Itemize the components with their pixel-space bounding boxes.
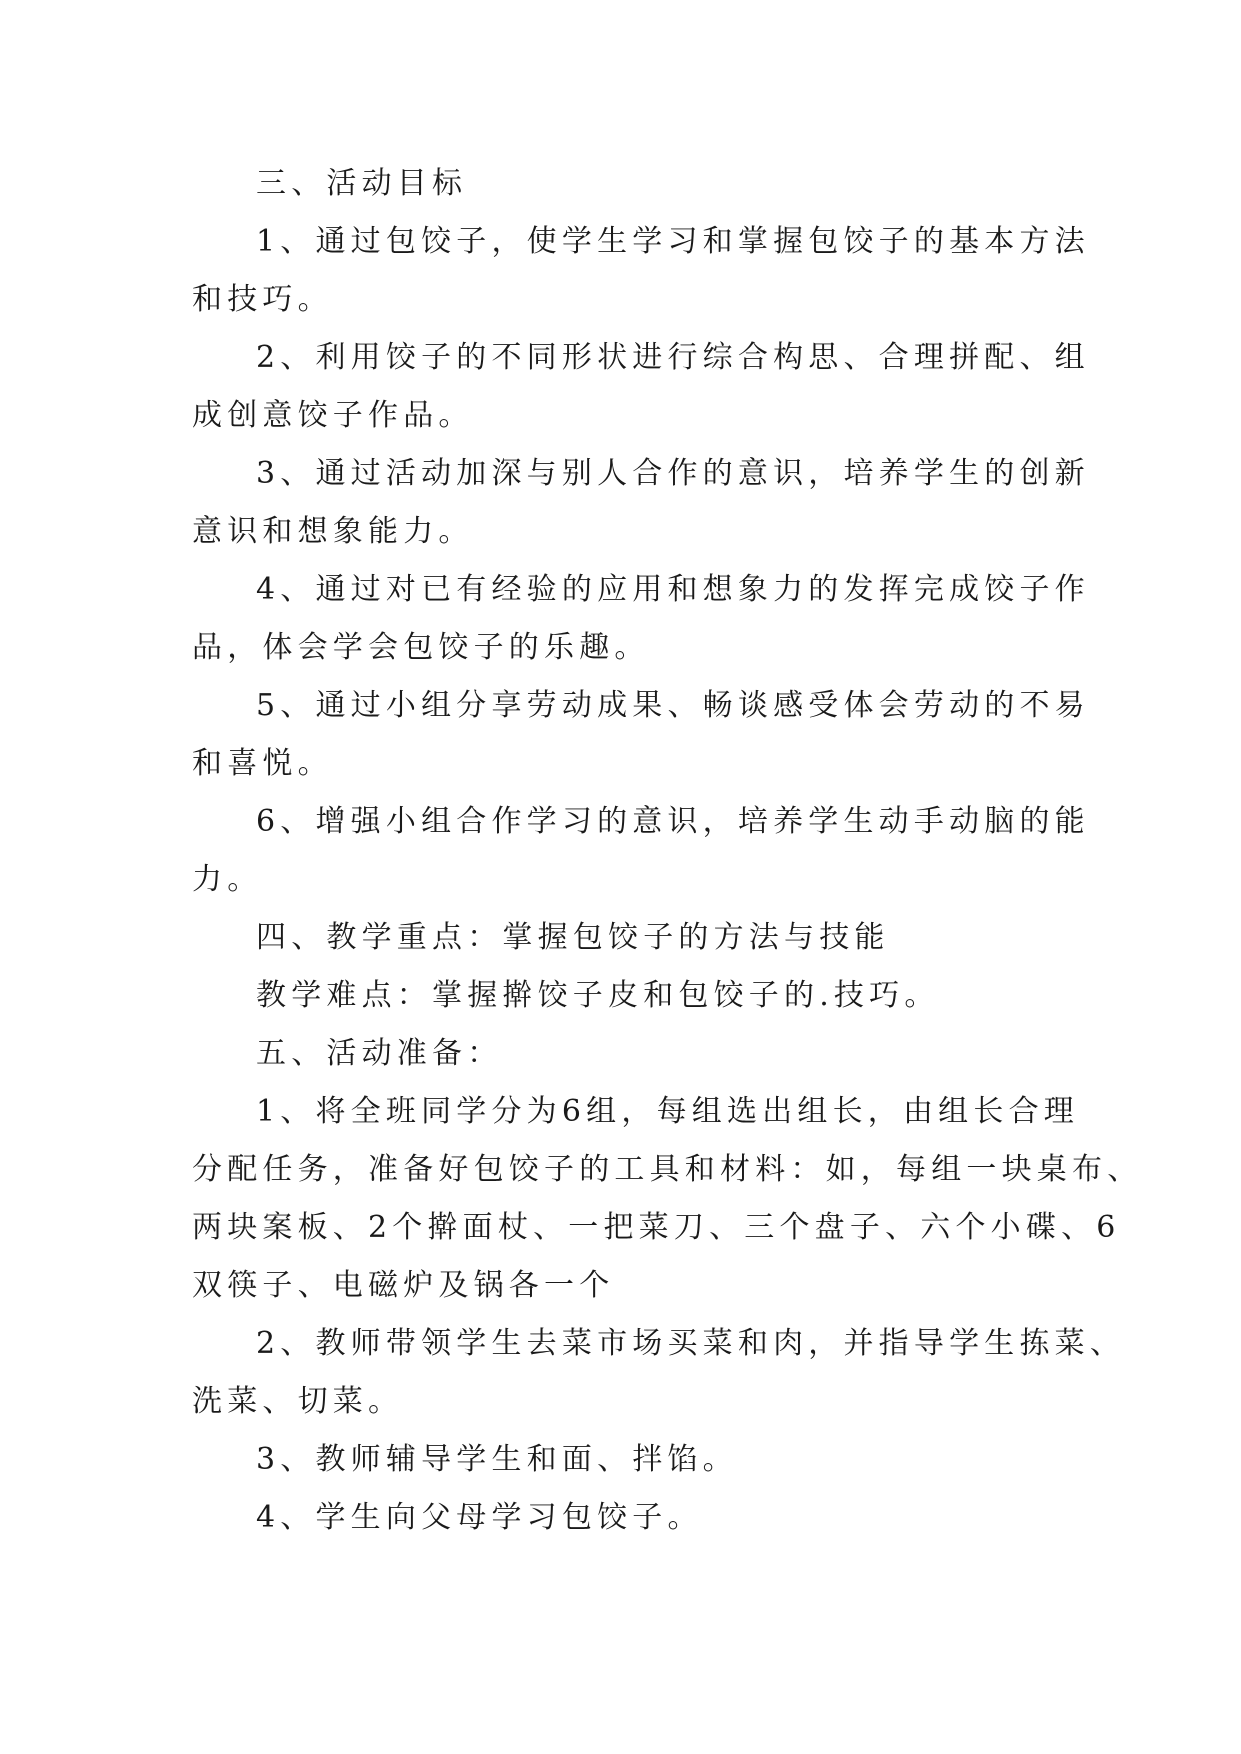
prep-2-line-2: 洗菜、切菜。 [192,1384,404,1419]
prep-1-line-1: 1、将全班同学分为6组，每组选出组长，由组长合理 [256,1094,1079,1129]
prep-1-line-3: 两块案板、2个擀面杖、一把菜刀、三个盘子、六个小碟、6 [192,1210,1121,1245]
heading-teaching-focus: 四、教学重点：掌握包饺子的方法与技能 [256,920,890,955]
prep-2-line-1: 2、教师带领学生去菜市场买菜和肉，并指导学生拣菜、 [256,1326,1126,1361]
goal-5-line-2: 和喜悦。 [192,746,333,781]
prep-1-line-2: 分配任务，准备好包饺子的工具和材料：如，每组一块桌布、 [192,1152,1143,1187]
heading-activity-preparation: 五、活动准备： [256,1036,503,1071]
goal-3-line-2: 意识和想象能力。 [192,514,474,549]
prep-1-line-4: 双筷子、电磁炉及锅各一个 [192,1268,615,1303]
prep-3: 3、教师辅导学生和面、拌馅。 [256,1442,738,1477]
prep-4: 4、学生向父母学习包饺子。 [256,1500,703,1535]
heading-activity-goals: 三、活动目标 [256,166,468,201]
goal-4-line-2: 品，体会学会包饺子的乐趣。 [192,630,650,665]
goal-2-line-1: 2、利用饺子的不同形状进行综合构思、合理拼配、组 [256,340,1090,375]
goal-6-line-2: 力。 [192,862,263,897]
goal-1-line-2: 和技巧。 [192,282,333,317]
goal-6-line-1: 6、增强小组合作学习的意识，培养学生动手动脑的能 [256,804,1090,839]
goal-2-line-2: 成创意饺子作品。 [192,398,474,433]
goal-1-line-1: 1、通过包饺子，使学生学习和掌握包饺子的基本方法 [256,224,1090,259]
teaching-difficulty: 教学难点：掌握擀饺子皮和包饺子的.技巧。 [256,978,940,1013]
goal-3-line-1: 3、通过活动加深与别人合作的意识，培养学生的创新 [256,456,1090,491]
goal-4-line-1: 4、通过对已有经验的应用和想象力的发挥完成饺子作 [256,572,1090,607]
goal-5-line-1: 5、通过小组分享劳动成果、畅谈感受体会劳动的不易 [256,688,1090,723]
